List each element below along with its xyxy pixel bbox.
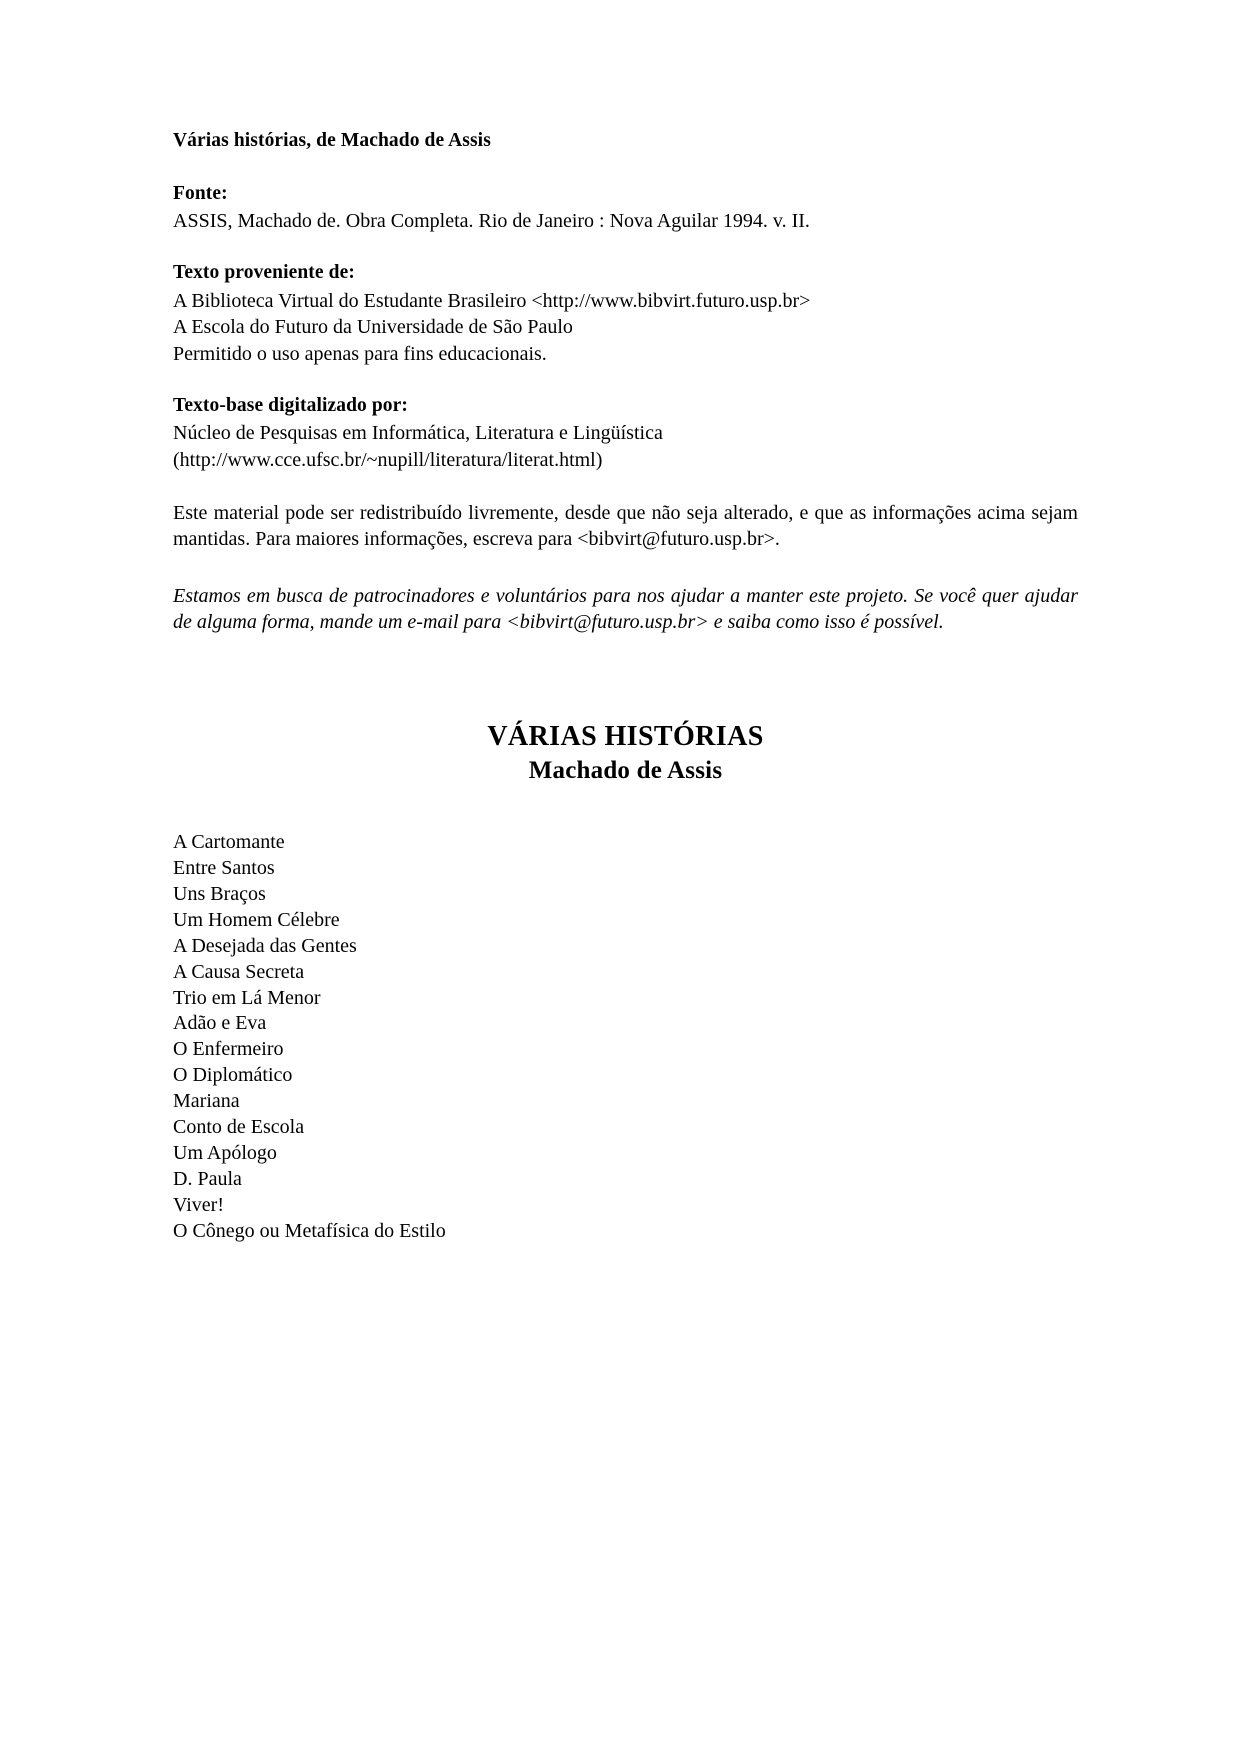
- redistribution-paragraph: Este material pode ser redistribuído livremente, desde que não seja alterado, e que as informações acima sejam mantidas. Para maiores informações, escreva para <bibvirt@futuro.usp.br>.: [173, 501, 1078, 551]
- toc-item: O Cônego ou Metafísica do Estilo: [173, 1219, 446, 1242]
- source-line-1: ASSIS, Machado de. Obra Completa. Rio de Janeiro : Nova Aguilar 1994. v. II.: [173, 209, 810, 232]
- toc-item: Trio em Lá Menor: [173, 986, 321, 1009]
- provenance-line-3: Permitido o uso apenas para fins educacionais.: [173, 342, 547, 365]
- page-content: [173, 128, 1078, 1245]
- toc-item: A Cartomante: [173, 831, 285, 854]
- toc-item: O Diplomático: [173, 1064, 293, 1087]
- digitized-line-2: (http://www.cce.ufsc.br/~nupill/literatura/literat.html): [173, 449, 603, 472]
- work-author: Machado de Assis: [528, 757, 723, 785]
- toc-item: Um Apólogo: [173, 1141, 277, 1164]
- digitized-label: Texto-base digitalizado por:: [173, 395, 409, 417]
- work-title-block: [173, 720, 1078, 786]
- sponsors-paragraph: Estamos em busca de patrocinadores e voluntários para nos ajudar a manter este projeto. Se você quer ajudar de alguma forma, mande um e-mail para <bibvirt@futuro.usp.br> e saiba como isso é possível.: [173, 584, 1078, 634]
- toc-item: Adão e Eva: [173, 1012, 267, 1035]
- toc-item: Viver!: [173, 1193, 224, 1216]
- digitized-block: [173, 393, 1078, 473]
- provenance-block: [173, 260, 1078, 367]
- provenance-line-2: A Escola do Futuro da Universidade de São Paulo: [173, 316, 573, 339]
- provenance-line-1: A Biblioteca Virtual do Estudante Brasileiro <http://www.bibvirt.futuro.usp.br>: [173, 289, 811, 312]
- toc-item: Um Homem Célebre: [173, 908, 340, 931]
- digitized-line-1: Núcleo de Pesquisas em Informática, Literatura e Lingüística: [173, 422, 663, 445]
- source-block: [173, 181, 1078, 235]
- table-of-contents: [173, 830, 1078, 1245]
- source-label: Fonte:: [173, 182, 228, 204]
- toc-item: D. Paula: [173, 1167, 242, 1190]
- toc-item: O Enfermeiro: [173, 1038, 284, 1061]
- work-title: VÁRIAS HISTÓRIAS: [487, 721, 764, 753]
- toc-item: Entre Santos: [173, 856, 275, 879]
- toc-item: Mariana: [173, 1090, 240, 1113]
- provenance-label: Texto proveniente de:: [173, 262, 355, 284]
- document-title: Várias histórias, de Machado de Assis: [173, 130, 491, 151]
- toc-item: Conto de Escola: [173, 1116, 305, 1139]
- toc-item: A Desejada das Gentes: [173, 934, 357, 957]
- toc-item: Uns Braços: [173, 882, 266, 905]
- toc-item: A Causa Secreta: [173, 960, 305, 983]
